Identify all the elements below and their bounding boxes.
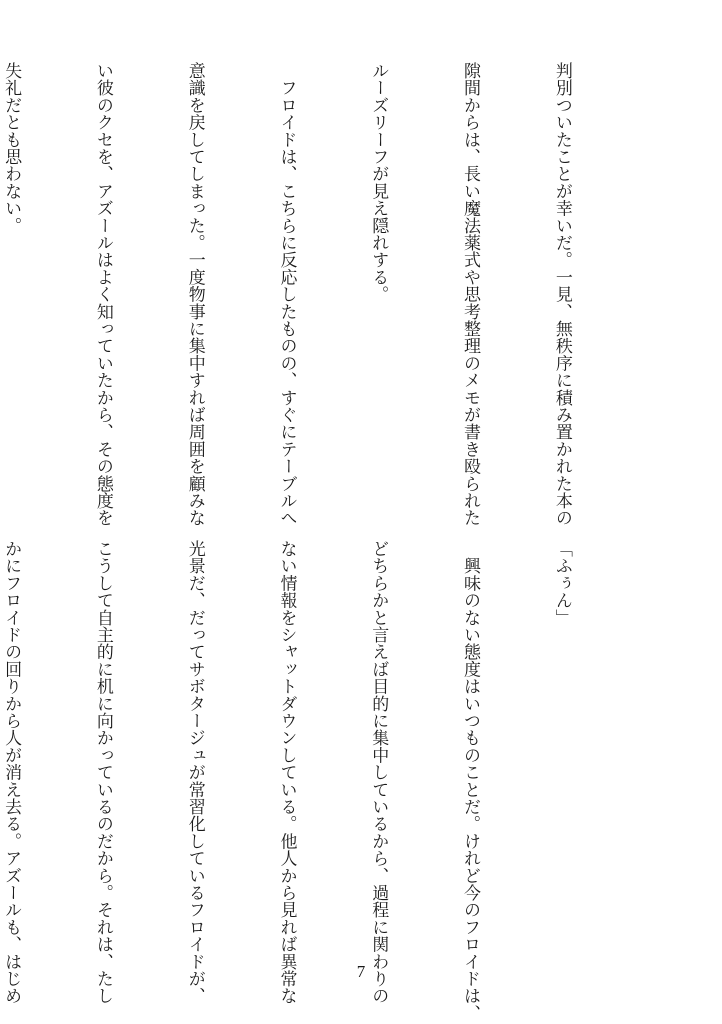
upper-text-block — [0, 62, 638, 527]
text-column: ルーズリーフが見え隠れする。 — [368, 62, 389, 303]
text-column: かにフロイドの回りから人が消え去る。アズールも、はじめ — [1, 540, 22, 1005]
page-number: 7 — [356, 962, 366, 981]
text-column: 失礼だとも思わない。 — [1, 62, 22, 234]
text-column: 判別ついたことが幸いだ。一見、無秩序に積み置かれた本の — [551, 62, 572, 527]
text-column: 光景だ、だってサボタージュが常習化しているフロイドが、 — [184, 540, 205, 1005]
lower-text-block — [0, 540, 638, 1022]
text-column: どちらかと言えば目的に集中しているから、過程に関わりの — [368, 540, 389, 1005]
text-column: い彼のクセを、アズールはよく知っていたから、その態度を — [92, 62, 113, 527]
text-column: 「ふぅん」 — [551, 540, 572, 626]
text-column: こうして自主的に机に向かっているのだから。それは、たし — [92, 540, 113, 1005]
text-column: 興味のない態度はいつものことだ。けれど今のフロイドは、 — [460, 540, 481, 1022]
text-column: フロイドは、こちらに反応したものの、すぐにテーブルへ — [276, 62, 297, 527]
text-column: 隙間からは、長い魔法薬式や思考整理のメモが書き殴られた — [460, 62, 481, 527]
text-column: ない情報をシャットダウンしている。他人から見れば異常な — [276, 540, 297, 1005]
text-column: 意識を戻してしまった。一度物事に集中すれば周囲を顧みな — [184, 62, 205, 527]
